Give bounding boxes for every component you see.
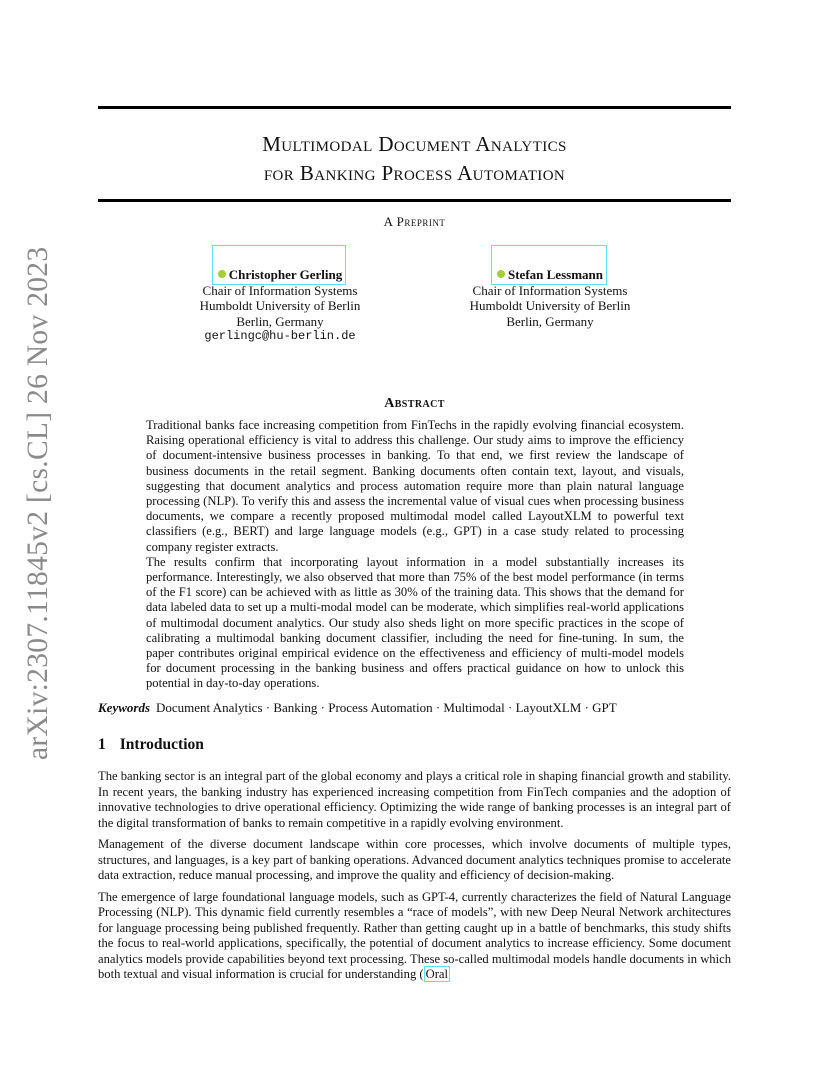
body-paragraph xyxy=(98,890,731,983)
section-heading xyxy=(98,736,204,754)
author-location: Berlin, Germany xyxy=(506,313,594,329)
title-line-2: for Banking Process Automation xyxy=(263,161,566,185)
title-rule-top xyxy=(98,106,731,109)
author-affiliation: Chair of Information Systems xyxy=(202,282,358,298)
citation-link[interactable]: Oral xyxy=(425,967,448,981)
author-affiliation: Chair of Information Systems xyxy=(472,282,628,298)
keywords-line xyxy=(98,700,731,716)
title-line-1: Multimodal Document Analytics xyxy=(262,132,567,156)
author-institution: Humboldt University of Berlin xyxy=(199,298,361,313)
orcid-icon[interactable] xyxy=(497,270,505,278)
keywords-label: Keywords xyxy=(98,700,150,715)
arxiv-identifier: arXiv:2307.11845v2 [cs.CL] 26 Nov 2023 xyxy=(22,246,54,760)
body-paragraph: The banking sector is an integral part of the global economy and plays a critical role in shaping financial growth and stability. In recent years, the banking industry has experienced increasing competition from FinTech companies and the adoption of innovative technologies to drive operational efficiency. Optimizing the wide range of banking processes is an integral part of the digital transformation of banks to remain competitive in a rapidly evolving environment. xyxy=(98,769,731,830)
preprint-label: A Preprint xyxy=(383,214,446,229)
introduction-body xyxy=(98,769,731,989)
author-block-2 xyxy=(440,267,660,329)
author-name: Stefan Lessmann xyxy=(508,267,603,282)
keywords-list: Document Analytics · Banking · Process Automation · Multimodal · LayoutXLM · GPT xyxy=(156,700,617,715)
abstract-paragraph: Traditional banks face increasing competition from FinTechs in the rapidly evolving financial ecosystem. Raising operational efficiency is vital to address this challenge. Our study aims to improve the efficiency of document-intensive business processes in banking. To that end, we first review the landscape of business documents in the retail segment. Banking documents often contain text, layout, and visuals, suggesting that document analytics and process automation require more than plain natural language processing (NLP). To verify this and assess the incremental value of visual cues when processing business documents, we compare a recently proposed multimodal model called LayoutXLM to powerful text classifiers (e.g., BERT) and large language models (e.g., GPT) in a case study related to processing company register extracts. xyxy=(146,418,684,554)
author-name-link[interactable] xyxy=(497,267,603,283)
section-title: Introduction xyxy=(119,736,204,753)
author-institution: Humboldt University of Berlin xyxy=(469,298,631,313)
author-block-1 xyxy=(170,267,390,345)
orcid-icon[interactable] xyxy=(218,270,226,278)
abstract-heading: Abstract xyxy=(384,396,445,411)
paragraph-text: The emergence of large foundational language models, such as GPT-4, currently characterizes the field of Natural Language Processing (NLP). This dynamic field currently resembles a “race of models”, with new Deep Neural Network architectures for language processing being published frequently. Rather than getting caught up in a battle of benchmarks, this study shifts the focus to real-world applications, specifically, the potential of document analytics to increase efficiency. Some document analytics models provide capabilities beyond text processing. These so-called multimodal models handle documents in which both textual and visual information is crucial for understanding ( xyxy=(98,889,731,981)
abstract-paragraph: The results confirm that incorporating layout information in a model substantially increases its performance. Interestingly, we also observed that more than 75% of the best model performance (in terms of the F1 score) can be achieved with as little as 30% of the training data. This shows that the demand for data labeled data to set up a multi-modal model can be moderate, which simplifies real-world applications of multimodal document analytics. Our study also sheds light on more specific practices in the scope of calibrating a multimodal banking document classifier, including the need for fine-tuning. In sum, the paper contributes original empirical evidence on the effectiveness and efficiency of multi-model models for document processing in the banking business and offers practical guidance on how to unlock this potential in day-to-day operations. xyxy=(146,554,684,691)
author-email[interactable]: gerlingc@hu-berlin.de xyxy=(204,329,356,343)
author-name: Christopher Gerling xyxy=(228,267,343,282)
title-rule-bottom xyxy=(98,199,731,202)
author-location: Berlin, Germany xyxy=(236,313,324,329)
paper-title xyxy=(98,130,731,188)
section-number: 1 xyxy=(98,736,106,753)
abstract-body xyxy=(146,418,684,692)
author-name-link[interactable] xyxy=(218,267,343,283)
body-paragraph: Management of the diverse document landscape within core processes, which involve documents of multiple types, structures, and languages, is a key part of banking operations. Advanced document analytics techniques promise to accelerate data extraction, reduce manual processing, and improve the quality and efficiency of decision-making. xyxy=(98,837,731,882)
